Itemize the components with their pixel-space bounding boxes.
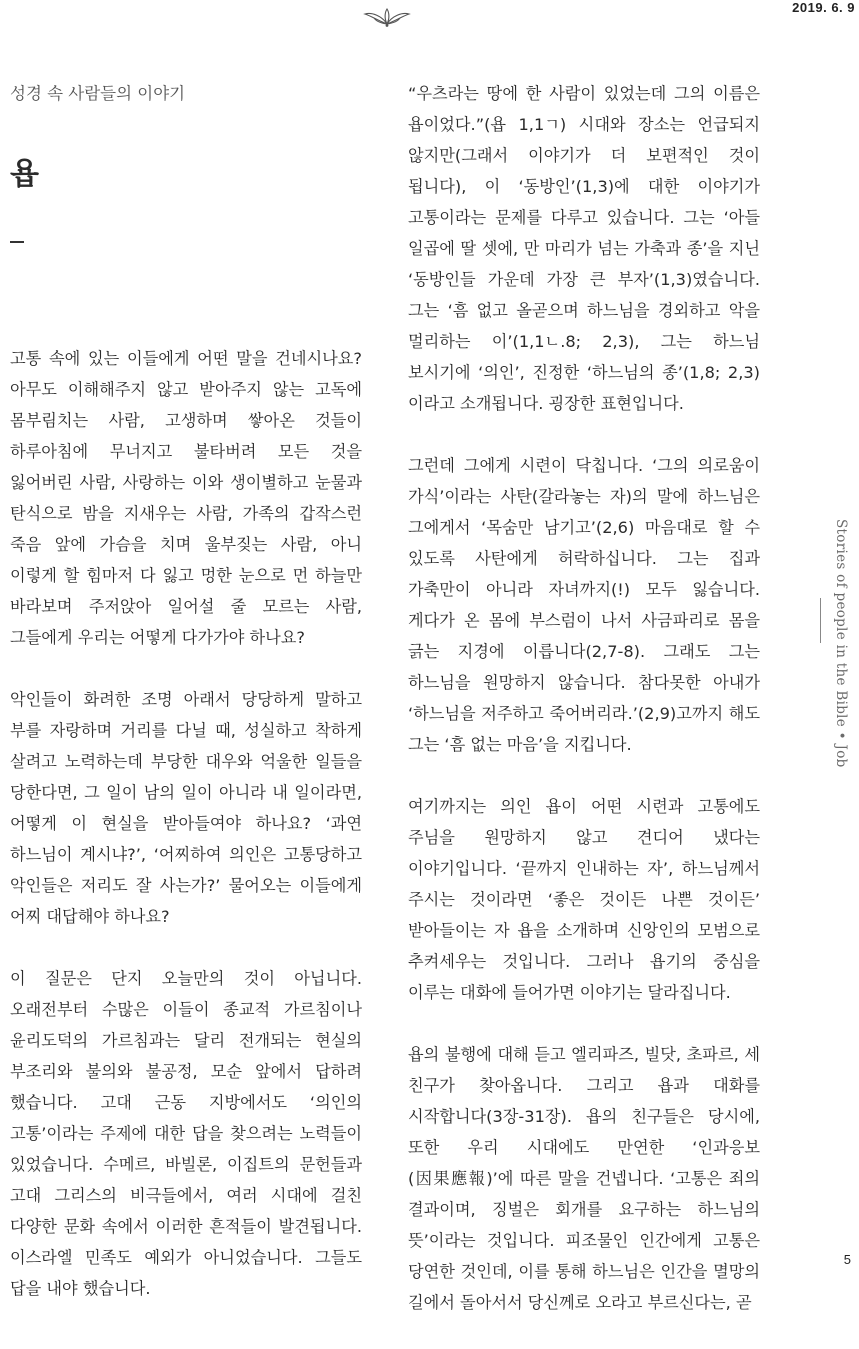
body-paragraph: 악인들이 화려한 조명 아래서 당당하게 말하고 부를 자랑하며 거리를 다닐 때, 성실하고 착하게 살려고 노력하는데 부당한 대우와 억울한 일들을 당한다면, 그 일이 남의 일이 아니라 내 일이라면, 어떻게 이 현실을 받아들여야 하나요? ‘과연 하느님이 계시냐?’, ‘어찌하여 의인은 고통당하고 악인들은 저리도 잘 사는가?’ 물어오는 이들에게 어찌 대답해야 하나요? [10, 690, 362, 926]
series-title: 성경 속 사람들의 이야기 [10, 84, 186, 103]
floral-ornament-icon [362, 6, 412, 28]
body-paragraph: 이 질문은 단지 오늘만의 것이 아닙니다. 오래전부터 수많은 이들이 종교적 가르침이나 윤리도덕의 가르침과는 달리 전개되는 현실의 부조리와 불의와 불공정, 모순 앞에서 답하려 했습니다. 고대 근동 지방에서도 ‘의인의 고통’이라는 주제에 대한 답을 찾으려는 노력들이 있었습니다. 수메르, 바빌론, 이집트의 문헌들과 고대 그리스의 비극들에서, 여러 시대에 걸친 다양한 문화 속에서 이러한 흔적들이 발견됩니다. 이스라엘 민족도 예외가 아니었습니다. 그들도 답을 내야 했습니다. [10, 969, 362, 1298]
person-name-title: 욥 [10, 157, 39, 192]
title-dash-divider [10, 241, 24, 243]
right-column [408, 78, 760, 1349]
body-paragraph: 그런데 그에게 시련이 닥칩니다. ‘그의 의로움이 가식’이라는 사탄(갈라놓는 자)의 말에 하느님은 그에게서 ‘목숨만 남기고’(2,6) 마음대로 할 수 있도록 사탄에게 허락하십니다. 그는 집과 가축만이 아니라 자녀까지(!) 모두 잃습니다. 게다가 온 몸에 부스럼이 나서 사금파리로 몸을 긁는 지경에 이릅니다(2,7-8). 그래도 그는 하느님을 원망하지 않습니다. 참다못한 아내가 ‘하느님을 저주하고 죽어버리라.’(2,9)고까지 해도 그는 ‘흠 없는 마음’을 지킵니다. [408, 456, 760, 754]
side-caption: Stories of people in the Bible • Job [833, 519, 849, 768]
side-rule-divider [820, 598, 821, 643]
body-paragraph: “우츠라는 땅에 한 사람이 있었는데 그의 이름은 욥이었다.”(욥 1,1ㄱ) 시대와 장소는 언급되지 않지만(그래서 이야기가 더 보편적인 것이 됩니다), 이 ‘동방인’(1,3)에 대한 이야기가 고통이라는 문제를 다루고 있습니다. 그는 ‘아들 일곱에 딸 셋에, 만 마리가 넘는 가축과 종’을 지닌 ‘동방인들 가운데 가장 큰 부자’(1,3)였습니다. 그는 ‘흠 없고 올곧으며 하느님을 경외하고 악을 멀리하는 이’(1,1ㄴ.8; 2,3), 그는 하느님 보시기에 ‘의인’, 진정한 ‘하느님의 종’(1,8; 2,3)이라고 소개됩니다. 굉장한 표현입니다. [408, 84, 760, 413]
page-number: 5 [843, 1252, 851, 1267]
left-column [10, 78, 362, 1335]
body-paragraph: 고통 속에 있는 이들에게 어떤 말을 건네시나요? 아무도 이해해주지 않고 받아주지 않는 고독에 몸부림치는 사람, 고생하며 쌓아온 것들이 하루아침에 무너지고 불타버려 모든 것을 잃어버린 사람, 사랑하는 이와 생이별하고 눈물과 탄식으로 밤을 지새우는 사람, 가족의 갑작스런 죽음 앞에 가슴을 치며 울부짖는 사람, 아니 이렇게 할 힘마저 다 잃고 멍한 눈으로 먼 하늘만 바라보며 주저앉아 일어설 줄 모르는 사람, 그들에게 우리는 어떻게 다가가야 하나요? [10, 349, 362, 647]
body-paragraph: 욥의 불행에 대해 듣고 엘리파즈, 빌닷, 초파르, 세 친구가 찾아옵니다. 그리고 욥과 대화를 시작합니다(3장-31장). 욥의 친구들은 당시에, 또한 우리 시대에도 만연한 ‘인과응보(因果應報)’에 따른 말을 건넵니다. ‘고통은 죄의 결과이며, 징벌은 회개를 요구하는 하느님의 뜻’이라는 것입니다. 피조물인 인간에게 고통은 당연한 것인데, 이를 통해 하느님은 인간을 멸망의 길에서 돌아서서 당신께로 오라고 부르신다는, 곧 [408, 1045, 760, 1312]
body-paragraph: 여기까지는 의인 욥이 어떤 시련과 고통에도 주님을 원망하지 않고 견디어 냈다는 이야기입니다. ‘끝까지 인내하는 자’, 하느님께서 주시는 것이라면 ‘좋은 것이든 나쁜 것이든’ 받아들이는 자 욥을 소개하며 신앙인의 모범으로 추켜세우는 것입니다. 그러나 욥기의 중심을 이루는 대화에 들어가면 이야기는 달라집니다. [408, 797, 760, 1002]
issue-date: 2019. 6. 9 [792, 0, 855, 15]
